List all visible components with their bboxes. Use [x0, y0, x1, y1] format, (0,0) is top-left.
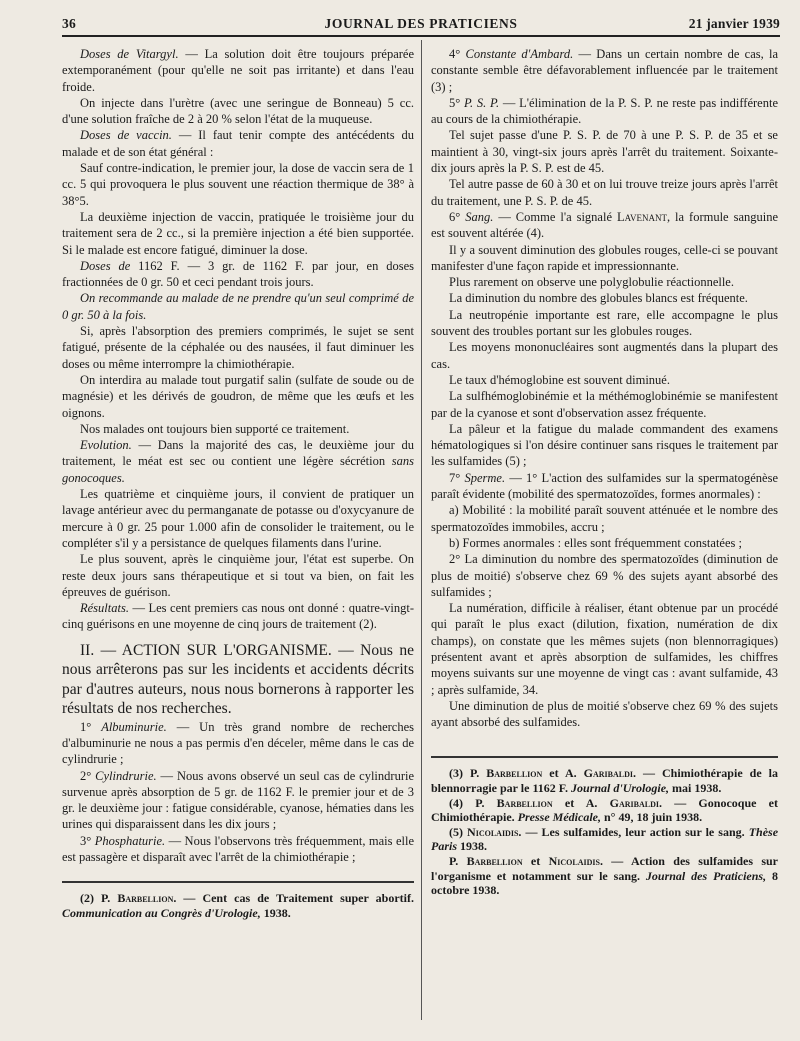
page-number: 36	[62, 16, 76, 31]
paragraph: 2° La diminution du nombre des spermatozoïdes (diminution de plus de moitié) s'observe chez 69 % des sujets ayant absorbé des sulfamides ;	[431, 552, 778, 599]
footnote-marker: (5)	[449, 824, 468, 839]
run-in-heading: Sang.	[465, 209, 494, 224]
paragraph: On injecte dans l'urètre (avec une seringue de Bonneau) 5 cc. d'une solution fraîche de 2 à 20 % selon l'état de la muqueuse.	[62, 95, 414, 127]
paragraph: Les quatrième et cinquième jours, il convient de pratiquer un lavage antérieur avec du permanganate de potasse ou d'oxycyanure de mercure à 0 gr. 25 pour 1.000 afin de consolider le traitement, ou le compléter s'il y a persistance de quelques filaments dans l'urine.	[62, 487, 414, 550]
footnote-year: 1938.	[457, 839, 488, 854]
footnote	[431, 796, 778, 825]
footnote-source: Presse Médicale,	[517, 810, 601, 825]
paragraph-text: — L'élimination de la P. S. P. ne reste pas indifférente au cours de la chimiothérapie.	[431, 95, 779, 127]
paragraph-text: — Dans la majorité des cas, le deuxième jour du traitement, le méat est sec ou contient une légère sécrétion	[62, 438, 414, 469]
footnote-text: et A.	[542, 766, 584, 781]
run-in-heading: Doses de	[80, 258, 131, 273]
footnote-marker: (4) P.	[449, 795, 497, 810]
run-in-heading: Doses de Vitargyl.	[80, 47, 179, 61]
page-header	[62, 16, 780, 36]
paragraph	[62, 127, 414, 160]
footnote-text: P.	[449, 854, 467, 869]
paragraph: On interdira au malade tout purgatif salin (sulfate de soude ou de magnésie) et les dérivés de goudron, de même que les œufs et les oignons.	[62, 372, 414, 420]
item-number: 2°	[80, 768, 96, 783]
footnote-author: Barbellion	[486, 766, 543, 781]
run-in-heading: Albuminurie.	[101, 719, 167, 734]
footnote-marker: (3) P.	[449, 766, 487, 781]
paragraph: Si, après l'absorption des premiers comprimés, le sujet se sent fatigué, présente de la céphalée ou des nausées, il faut diminuer les doses ou même interrompre la chimiothérapie.	[62, 324, 414, 371]
paragraph: Plus rarement on observe une polyglobulie réactionnelle.	[449, 275, 734, 290]
left-column	[62, 46, 414, 921]
item-number: 7°	[449, 470, 465, 485]
footnote-author: Barbellion	[496, 795, 553, 810]
item-number: 3°	[80, 833, 95, 848]
footnote-marker: (2) P.	[80, 891, 118, 906]
run-in-heading: Cylindrurie.	[95, 768, 157, 783]
paragraph: a) Mobilité : la mobilité paraît souvent atténuée et le nombre des spermatozoïdes immobiles, accru ;	[431, 503, 778, 534]
paragraph: La neutropénie importante est rare, elle accompagne le plus souvent des troubles portant sur les globules rouges.	[431, 307, 778, 339]
footnote	[431, 854, 778, 898]
run-in-heading: Sperme.	[464, 470, 506, 485]
footnote-text: . — Chimiothérapie de la blennorragie par le 1162 F.	[431, 766, 778, 796]
run-in-heading: Constante d'Ambard.	[465, 47, 574, 61]
footnote-rule	[62, 881, 414, 883]
paragraph	[62, 437, 414, 486]
paragraph-text: — Nous avons observé un seul cas de cylindrurie survenue après absorption de 5 gr. de 1162 F. le premier jour et de 3 gr. le deuxième jour : fatigue considérable, cyanose, hématies dans les urines qui disparaissent dans les dix jours ;	[62, 768, 415, 832]
paragraph	[62, 833, 414, 866]
paragraph	[431, 95, 778, 128]
footnote-source: Journal d'Urologie,	[571, 781, 670, 796]
footnote-author: Barbellion	[117, 891, 174, 906]
item-number: 4°	[449, 47, 466, 61]
paragraph: Nos malades ont toujours bien supporté ce traitement.	[80, 421, 350, 436]
footnotes	[431, 756, 778, 897]
footnote	[431, 766, 778, 795]
paragraph-text: , la formule sanguine est souvent altérée (4).	[431, 209, 779, 241]
footnote-author: Nicolaidis	[548, 854, 600, 869]
run-in-heading: Evolution.	[80, 438, 132, 453]
header-rule	[62, 35, 780, 37]
paragraph	[431, 470, 778, 503]
paragraph: Le plus souvent, après le cinquième jour, l'état est superbe. On reste deux jours sans thérapeutique et si tout va bien, on fait les épreuves de guérison.	[62, 552, 414, 599]
footnote-author: Barbellion	[466, 854, 523, 869]
footnote-text: . — Gonocoque et Chimiothérapie.	[431, 795, 778, 825]
footnote-author: Garibaldi	[609, 795, 659, 810]
footnote-text: . — Cent cas de Traitement super abortif.	[173, 891, 414, 906]
paragraph: Une diminution de plus de moitié s'observe chez 69 % des sujets ayant absorbé des sulfamides.	[431, 698, 778, 730]
item-number: 5°	[449, 95, 464, 110]
paragraph: Le taux d'hémoglobine est souvent diminué.	[449, 372, 670, 387]
paragraph: Sauf contre-indication, le premier jour, la dose de vaccin sera de 1 cc. 5 qui provoquera le plus souvent une réaction thermique de 38° à 38°5.	[62, 161, 414, 208]
footnote-source: Journal des Praticiens,	[645, 868, 767, 883]
paragraph-text: — Il faut tenir compte des antécédents du malade et de son état général :	[62, 128, 414, 159]
footnote-year: 1938.	[260, 905, 291, 920]
run-in-heading: P. S. P.	[464, 95, 500, 110]
paragraph-text: — Nous l'observons très fréquemment, mais elle est passagère et disparaît avec l'arrêt de la chimiothérapie ;	[62, 833, 414, 865]
paragraph	[431, 209, 778, 242]
run-in-heading: Résultats.	[80, 601, 129, 616]
footnote-text: . — Les sulfamides, leur action sur le sang.	[518, 824, 749, 839]
footnote-year: n° 49, 18 juin 1938.	[600, 810, 703, 825]
paragraph-text: 1162 F. — 3 gr. de 1162 F. par jour, en doses fractionnées de 0 gr. 50 et ceci pendant trois jours.	[62, 258, 414, 290]
italic-note: On recommande au malade de ne prendre qu'un seul comprimé de 0 gr. 50 à la fois.	[62, 291, 414, 322]
item-number: 6°	[449, 209, 466, 224]
footnote-rule	[431, 756, 778, 758]
paragraph: La deuxième injection de vaccin, pratiquée le troisième jour du traitement sera de 2 cc., si la première injection a été bien supportée. Si le malade est encore fatigué, diminuer la dose.	[62, 209, 414, 257]
footnote-text: . — Action des sulfamides sur l'organisme et notamment sur le sang.	[431, 854, 778, 883]
paragraph-text: — Un très grand nombre de recherches d'albuminurie ne nous a pas permis d'en déceler, même dans le cas de cylindrurie ;	[62, 719, 415, 767]
section-heading: II. — ACTION SUR L'ORGANISME. — Nous ne nous arrêterons pas sur les incidents et accidents décrits par d'autres auteurs, nous nous bornerons à rapporter les résultats de nos recherches.	[62, 641, 414, 718]
paragraph	[62, 719, 414, 768]
paragraph	[62, 290, 414, 323]
paragraph: b) Formes anormales : elles sont fréquemment constatées ;	[449, 535, 742, 550]
paragraph: La diminution du nombre des globules blancs est fréquente.	[449, 291, 748, 306]
paragraph: Les moyens mononucléaires sont augmentés dans la plupart des cas.	[431, 340, 778, 371]
paragraph: La pâleur et la fatigue du malade commandent des examens hématologiques si l'on désire continuer sans risques le traitement par les sulfamides (5) ;	[431, 421, 778, 469]
paragraph: La sulfhémoglobinémie et la méthémoglobinémie se manifestent par de la cyanose et sont d'observation assez fréquente.	[431, 389, 778, 420]
footnote	[431, 825, 778, 854]
footnote-text: et	[522, 854, 549, 869]
footnote-source: Thèse Paris	[431, 824, 779, 854]
paragraph-text: — Dans un certain nombre de cas, la constante semble être défavorablement influencée par le traitement (3) ;	[431, 47, 779, 94]
paragraph-text: — La solution doit être toujours préparée extemporanément (pour qu'elle ne soit pas irritante) et dans l'eau froide.	[62, 47, 414, 94]
run-in-heading: Phosphaturie.	[94, 833, 166, 848]
right-column	[431, 46, 778, 898]
paragraph	[62, 46, 414, 95]
paragraph-text: — 1° L'action des sulfamides sur la spermatogénèse paraît évidente (mobilité des spermatozoïdes, formes anormales) :	[431, 470, 779, 502]
paragraph	[431, 46, 778, 95]
paragraph: Tel autre passe de 60 à 30 et on lui trouve treize jours après l'arrêt du traitement, une P. S. P. de 45.	[431, 177, 778, 208]
footnote-source: Communication au Congrès d'Urologie,	[62, 905, 261, 920]
paragraph	[62, 258, 414, 291]
run-in-heading: Doses de vaccin.	[80, 128, 172, 143]
paragraph-text: — Les cent premiers cas nous ont donné : quatre-vingt-cinq guérisons en une moyenne de cinq jours de traitement (2).	[62, 601, 414, 632]
footnote-year: 8 octobre 1938.	[431, 868, 778, 898]
journal-title: JOURNAL DES PRATICIENS	[324, 16, 518, 31]
paragraph: Il y a souvent diminution des globules rouges, celle-ci se pouvant manifester d'une façon rapide et impressionnante.	[431, 242, 778, 273]
footnote-text: et A.	[552, 795, 610, 810]
italic-phrase: sans gonocoques.	[62, 454, 414, 485]
paragraph: La numération, difficile à réaliser, étant obtenue par un procédé qui paraît le plus exact (dilution, fixation, numération de dix champs), on constate que les mêmes sujets (non blennorragiques) présentent avant et après absorption de sulfamides, les chiffres moyens suivants sur une moyenne de vingt cas : avant sulfamide, 43 ; après sulfamide, 34.	[431, 601, 778, 697]
footnote-author: Garibaldi	[583, 766, 633, 781]
paragraph: Tel sujet passe d'une P. S. P. de 70 à une P. S. P. de 35 et se maintient à 30, vingt-six jours après l'arrêt du traitement. Soixante-dix jours après la P. S. P. est de 45.	[431, 128, 778, 176]
issue-date: 21 janvier 1939	[688, 16, 780, 31]
paragraph	[62, 768, 414, 833]
author-name: Lavenant	[616, 209, 667, 224]
footnote	[62, 891, 414, 920]
column-divider	[421, 40, 422, 1020]
paragraph	[62, 600, 414, 633]
footnote-year: mai 1938.	[669, 781, 722, 796]
paragraph-text: — Comme l'a signalé	[493, 209, 617, 224]
item-number: 1°	[80, 719, 102, 734]
footnote-author: Nicolaidis	[467, 824, 519, 839]
